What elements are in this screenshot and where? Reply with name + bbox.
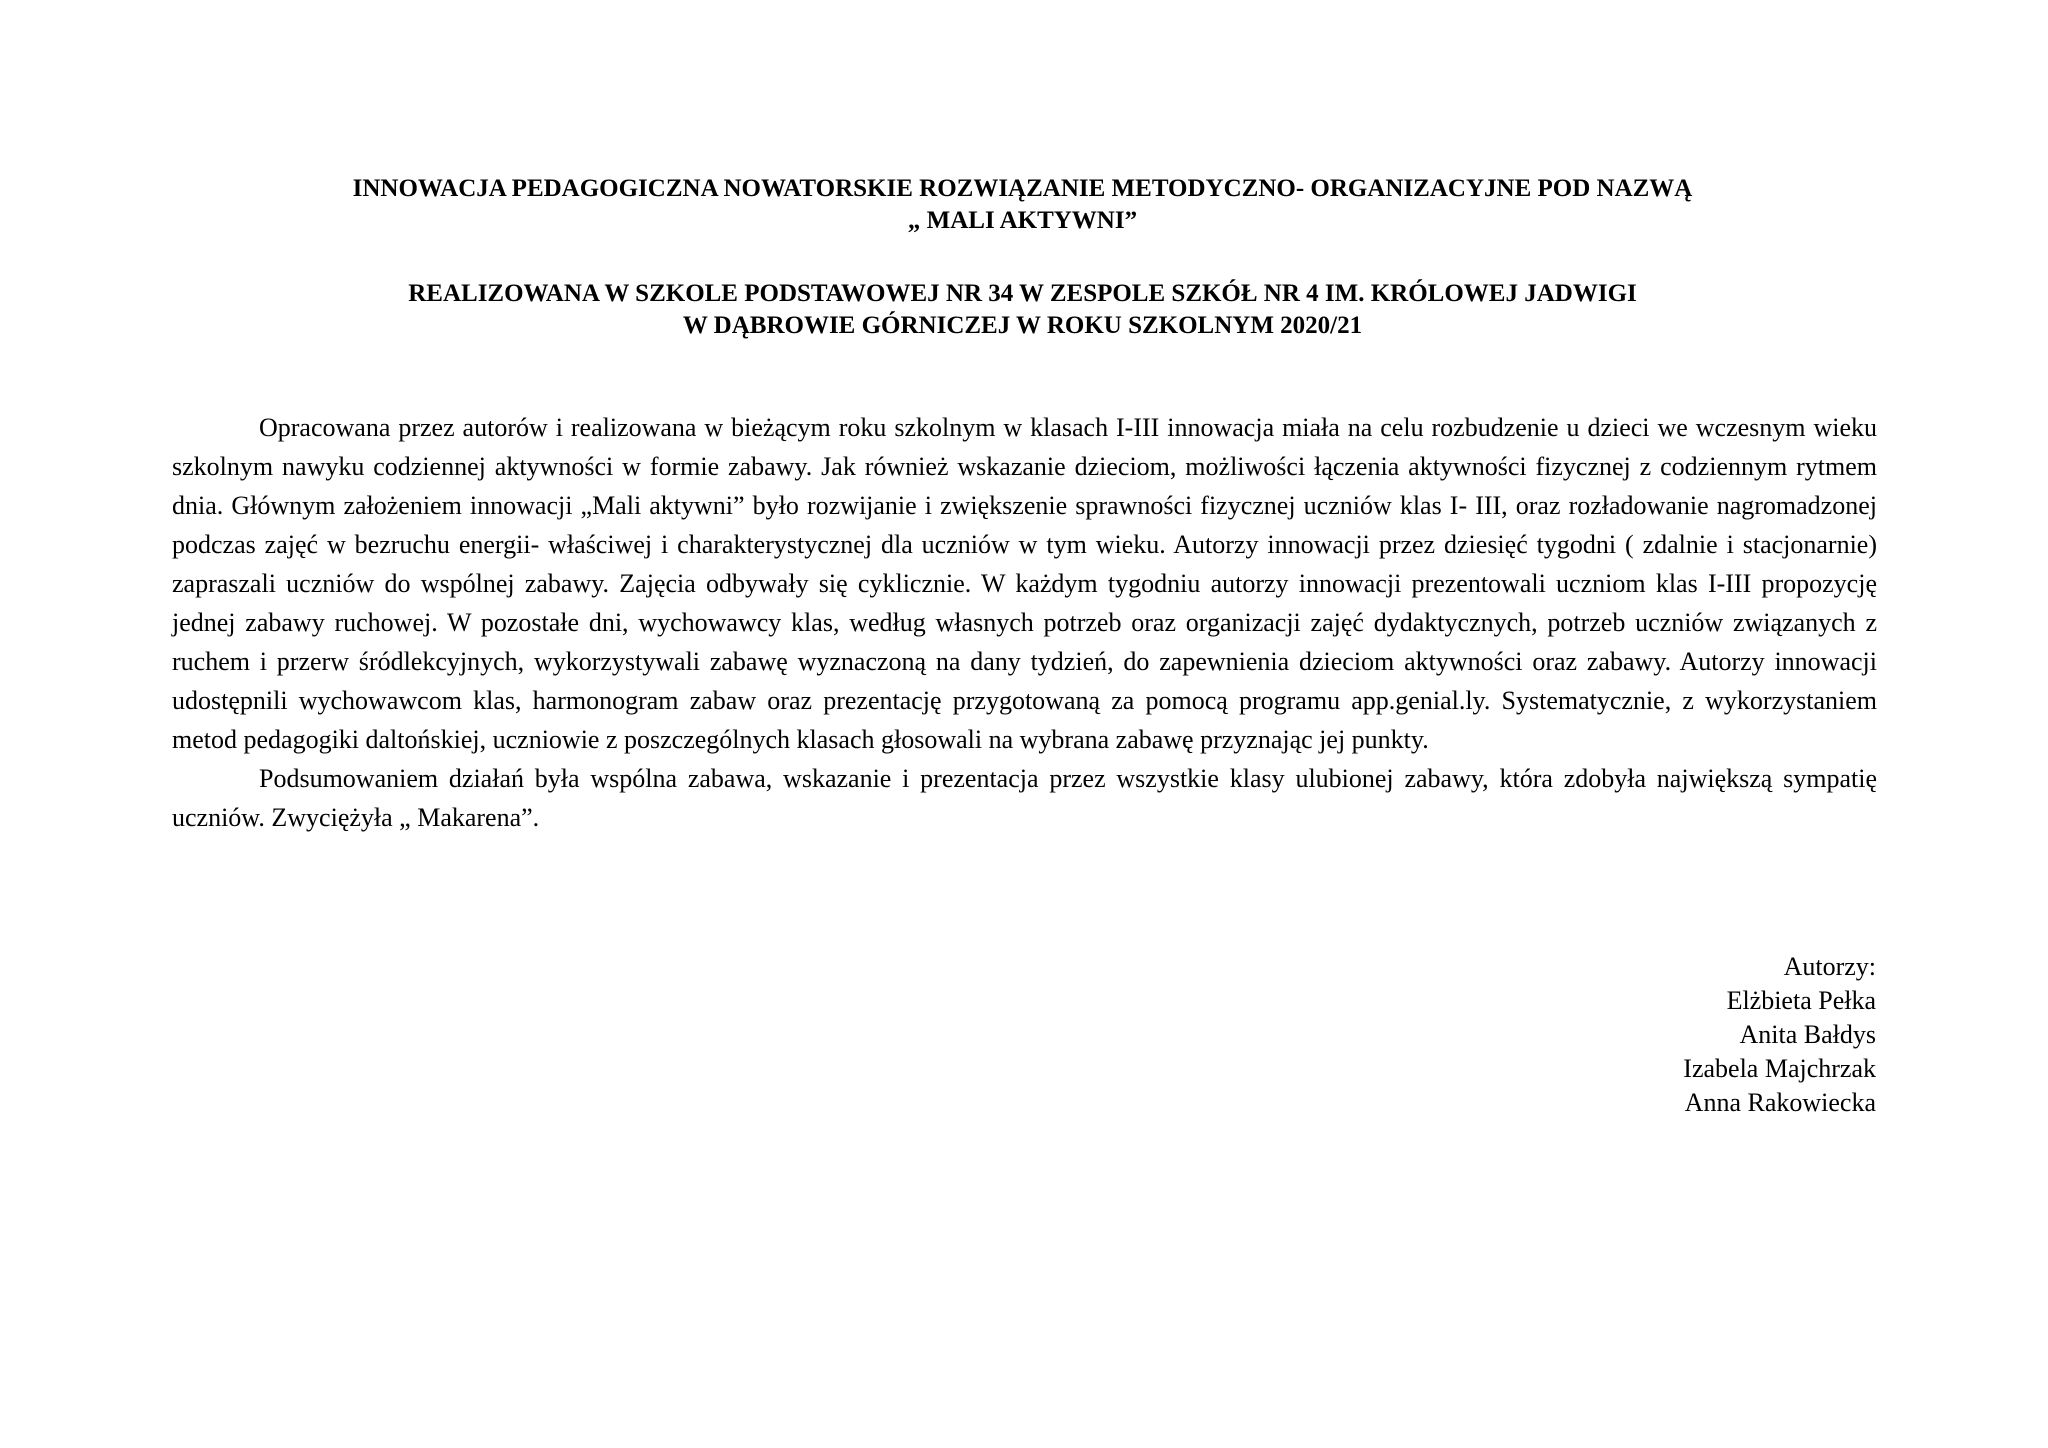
author-name: Anita Bałdys — [1739, 1020, 1876, 1049]
document-subtitle — [170, 278, 1875, 342]
subtitle-line-2: W DĄBROWIE GÓRNICZEJ W ROKU SZKOLNYM 2020/21 — [682, 312, 1363, 339]
authors-label: Autorzy: — [1783, 952, 1876, 981]
author-name: Izabela Majchrzak — [1683, 1054, 1876, 1083]
title-line-1: INNOWACJA PEDAGOGICZNA NOWATORSKIE ROZWIĄZANIE METODYCZNO- ORGANIZACYJNE POD NAZWĄ — [352, 175, 1693, 202]
body-paragraph-2: Podsumowaniem działań była wspólna zabawa, wskazanie i prezentacja przez wszystkie klasy ulubionej zabawy, która zdobyła największą sympatię uczniów. Zwyciężyła „ Makarena”. — [172, 764, 1877, 832]
document-body — [172, 408, 1877, 837]
subtitle-line-1: REALIZOWANA W SZKOLE PODSTAWOWEJ NR 34 W ZESPOLE SZKÓŁ NR 4 IM. KRÓLOWEJ JADWIGI — [408, 280, 1637, 307]
author-name: Elżbieta Pełka — [1726, 986, 1876, 1015]
author-name: Anna Rakowiecka — [1684, 1088, 1876, 1117]
authors-block — [1683, 950, 1876, 1120]
document-title — [170, 173, 1875, 237]
title-line-2: „ MALI AKTYWNI” — [907, 207, 1138, 234]
body-paragraph-1: Opracowana przez autorów i realizowana w bieżącym roku szkolnym w klasach I-III innowacja miała na celu rozbudzenie u dzieci we wczesnym wieku szkolnym nawyku codziennej aktywności w formie zabawy. Jak również wskazanie dzieciom, możliwości łączenia aktywności fizycznej z codziennym rytmem dnia. Głównym założeniem innowacji „Mali aktywni” było rozwijanie i zwiększenie sprawności fizycznej uczniów klas I- III, oraz rozładowanie nagromadzonej podczas zajęć w bezruchu energii- właściwej i charakterystycznej dla uczniów w tym wieku. Autorzy innowacji przez dziesięć tygodni ( zdalnie i stacjonarnie) zapraszali uczniów do wspólnej zabawy. Zajęcia odbywały się cyklicznie. W każdym tygodniu autorzy innowacji prezentowali uczniom klas I-III propozycję jednej zabawy ruchowej. W pozostałe dni, wychowawcy klas, według własnych potrzeb oraz organizacji zajęć dydaktycznych, potrzeb uczniów związanych z ruchem i przerw śródlekcyjnych, wykorzystywali zabawę wyznaczoną na dany tydzień, do zapewnienia dzieciom aktywności oraz zabawy. Autorzy innowacji udostępnili wychowawcom klas, harmonogram zabaw oraz prezentację przygotowaną za pomocą programu app.genial.ly. Systematycznie, z wykorzystaniem metod pedagogiki daltońskiej, uczniowie z poszczególnych klasach głosowali na wybrana zabawę przyznając jej punkty. — [172, 413, 1877, 754]
